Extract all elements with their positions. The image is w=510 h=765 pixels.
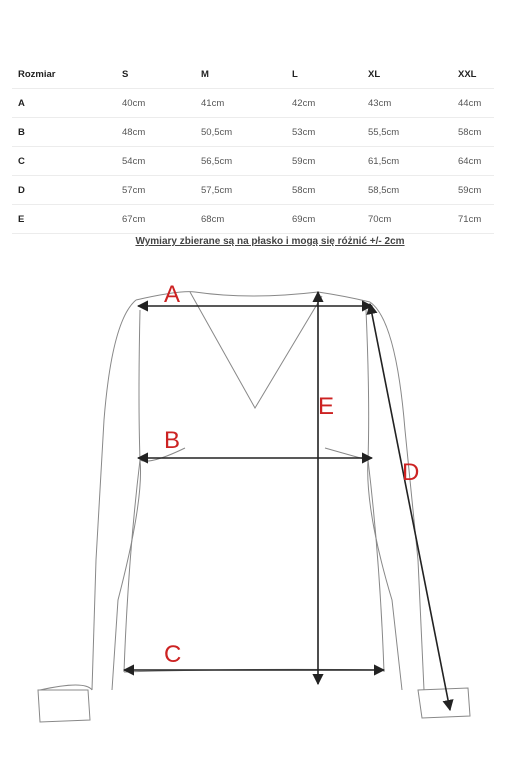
table-cell: 59cm — [286, 147, 362, 176]
garment-measurement-diagram — [0, 270, 510, 740]
measurement-d-label: D — [402, 459, 420, 486]
row-label: C — [12, 147, 116, 176]
table-cell: 43cm — [362, 89, 452, 118]
row-label: D — [12, 176, 116, 205]
table-cell: 59cm — [452, 176, 494, 205]
header-xl: XL — [362, 60, 452, 89]
measurement-c-label: C — [164, 641, 182, 668]
table-cell: 42cm — [286, 89, 362, 118]
table-cell: 50,5cm — [195, 118, 286, 147]
sweater-outline — [38, 292, 470, 722]
table-cell: 58cm — [286, 176, 362, 205]
size-table — [12, 60, 494, 234]
left-cuff-top — [40, 685, 92, 690]
table-cell: 67cm — [116, 205, 195, 234]
left-body-side — [124, 310, 140, 672]
row-label: A — [12, 89, 116, 118]
measurement-note: Wymiary zbierane są na płasko i mogą się różnić +/- 2cm — [135, 236, 405, 247]
table-cell: 40cm — [116, 89, 195, 118]
right-cuff — [418, 688, 470, 718]
table-cell: 56,5cm — [195, 147, 286, 176]
measurement-d-arrow — [370, 304, 450, 710]
table-cell: 44cm — [452, 89, 494, 118]
row-label: B — [12, 118, 116, 147]
right-sleeve-inner — [368, 460, 402, 690]
table-cell: 57cm — [116, 176, 195, 205]
table-row — [12, 176, 494, 205]
table-row — [12, 205, 494, 234]
table-row — [12, 147, 494, 176]
table-cell: 48cm — [116, 118, 195, 147]
table-cell: 53cm — [286, 118, 362, 147]
table-cell: 58cm — [452, 118, 494, 147]
header-s: S — [116, 60, 195, 89]
table-cell: 57,5cm — [195, 176, 286, 205]
header-l: L — [286, 60, 362, 89]
table-cell: 71cm — [452, 205, 494, 234]
right-sleeve-outer — [370, 302, 424, 690]
table-cell: 61,5cm — [362, 147, 452, 176]
table-cell: 41cm — [195, 89, 286, 118]
table-cell: 64cm — [452, 147, 494, 176]
header-xxl: XXL — [452, 60, 494, 89]
header-m: M — [195, 60, 286, 89]
left-sleeve-outer — [92, 300, 136, 690]
measurement-e-label: E — [318, 393, 335, 420]
table-row — [12, 89, 494, 118]
table-cell: 69cm — [286, 205, 362, 234]
left-cuff — [38, 690, 90, 722]
table-cell: 58,5cm — [362, 176, 452, 205]
table-cell: 68cm — [195, 205, 286, 234]
table-header-row — [12, 60, 494, 89]
measurement-b-label: B — [164, 427, 181, 454]
table-cell: 55,5cm — [362, 118, 452, 147]
measurement-a-label: A — [164, 281, 181, 308]
header-size-label: Rozmiar — [12, 60, 116, 89]
table-cell: 70cm — [362, 205, 452, 234]
table-cell: 54cm — [116, 147, 195, 176]
table-row — [12, 118, 494, 147]
v-neck — [190, 292, 322, 408]
row-label: E — [12, 205, 116, 234]
